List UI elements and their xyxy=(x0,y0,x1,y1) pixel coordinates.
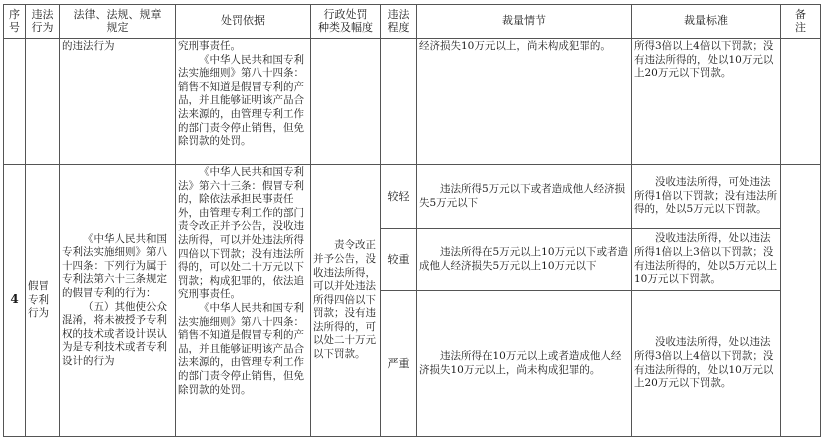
continued-penalty-cell xyxy=(311,39,381,165)
degree-severe: 严重 xyxy=(387,356,410,370)
standard-severe: 没收违法所得，处以违法所得3倍以上4倍以下罚款；没有违法所得的，处以10万元以上20万元以下罚款。 xyxy=(634,336,774,390)
penalty-basis-text-2: 《中华人民共和国专利法实施细则》第八十四条：销售不知道是假冒专利的产品，并且能够证明该产品合法来源的，由管理专利工作的部门责令停止销售，但免除罚款的处罚。 xyxy=(178,301,304,396)
law-provision-text-1: 《中华人民共和国专利法实施细则》第八十四条：下列行为属于专利法第六十三条规定的假冒专利的行为： xyxy=(62,232,167,299)
circumstance-severe: 违法所得在10万元以上或者造成他人经济损失10万元以上，尚未构成犯罪的。 xyxy=(419,349,622,376)
penalty-basis-cell xyxy=(176,165,311,437)
degree-cell-severe xyxy=(381,291,417,437)
continued-basis-text-2: 《中华人民共和国专利法实施细则》第八十四条：销售不知道是假冒专利的产品，并且能够证明该产品合法来源的，由管理专利工作的部门责令停止销售，但免除罚款的处罚。 xyxy=(178,53,304,148)
continued-basis-cell xyxy=(176,39,311,165)
continued-standard-cell xyxy=(632,39,781,165)
continued-law-cell xyxy=(60,39,176,165)
header-circumstance: 裁量情节 xyxy=(417,5,632,39)
degree-cell-minor xyxy=(381,165,417,229)
continued-act-cell xyxy=(26,39,60,165)
standard-cell-serious xyxy=(632,229,781,291)
continued-note-cell xyxy=(781,39,821,165)
header-act: 违法 行为 xyxy=(26,5,60,39)
continued-degree-cell xyxy=(381,39,417,165)
continued-row xyxy=(4,39,821,165)
header-no: 序 号 xyxy=(4,5,26,39)
header-standard: 裁量标准 xyxy=(632,5,781,39)
degree-minor: 较轻 xyxy=(387,189,410,203)
violation-act: 假冒专利行为 xyxy=(28,280,49,320)
penalty-basis-text-1: 《中华人民共和国专利法》第六十三条：假冒专利的，除依法承担民事责任外，由管理专利工作的部门责令改正并予公告，没收违法所得，可以并处违法所得四倍以下罚款；没有违法所得的，可以处二十万元以下罚款；构成犯罪的，依法追究刑事责任。 xyxy=(178,166,304,301)
continued-circumstance-text: 经济损失10万元以上，尚未构成犯罪的。 xyxy=(419,40,611,52)
penalty-type-cell xyxy=(311,165,381,437)
header-degree: 违法 程度 xyxy=(381,5,417,39)
table-row xyxy=(4,165,821,229)
row-number-cell xyxy=(4,165,26,437)
header-row xyxy=(4,5,821,39)
penalty-type-text: 责令改正并予公告，没收违法所得，可以并处违法所得四倍以下罚款；没有违法所得的，可以处二十万元以下罚款。 xyxy=(313,239,376,361)
header-basis: 处罚依据 xyxy=(176,5,311,39)
circumstance-serious: 违法所得在5万元以上10万元以下或者造成他人经济损失5万元以上10万元以下 xyxy=(419,245,629,272)
circumstance-minor: 违法所得5万元以下或者造成他人经济损失5万元以下 xyxy=(419,182,626,209)
standard-minor: 没收违法所得，可处违法所得1倍以下罚款；没有违法所得的，处以5万元以下罚款。 xyxy=(634,176,778,216)
continued-law-text: 的违法行为 xyxy=(62,40,115,52)
standard-cell-minor xyxy=(632,165,781,229)
circumstance-cell-serious xyxy=(417,229,632,291)
degree-serious: 较重 xyxy=(387,252,410,266)
header-law: 法律、法规、规章 规定 xyxy=(60,5,176,39)
degree-cell-serious xyxy=(381,229,417,291)
circumstance-cell-minor xyxy=(417,165,632,229)
header-note: 备 注 xyxy=(781,5,821,39)
row-number: 4 xyxy=(10,292,19,307)
continued-basis-text-1: 究刑事责任。 xyxy=(178,40,241,52)
continued-no-cell xyxy=(4,39,26,165)
standard-cell-severe xyxy=(632,291,781,437)
note-cell xyxy=(781,165,821,437)
law-provision-cell xyxy=(60,165,176,437)
standard-serious: 没收违法所得，处以违法所得1倍以上3倍以下罚款；没有违法所得的，处以5万元以上10万元以下罚款。 xyxy=(634,232,778,286)
law-provision-text-2: （五）其他使公众混淆，将未被授予专利权的技术或者设计误认为是专利技术或者专利设计的行为 xyxy=(62,300,167,367)
violation-act-cell xyxy=(26,165,60,437)
continued-circumstance-cell xyxy=(417,39,632,165)
circumstance-cell-severe xyxy=(417,291,632,437)
continued-standard-text: 所得3倍以上4倍以下罚款；没有违法所得的，处以10万元以上20万元以下罚款。 xyxy=(634,40,774,80)
header-penalty: 行政处罚 种类及幅度 xyxy=(311,5,381,39)
penalty-discretion-table xyxy=(3,4,821,437)
